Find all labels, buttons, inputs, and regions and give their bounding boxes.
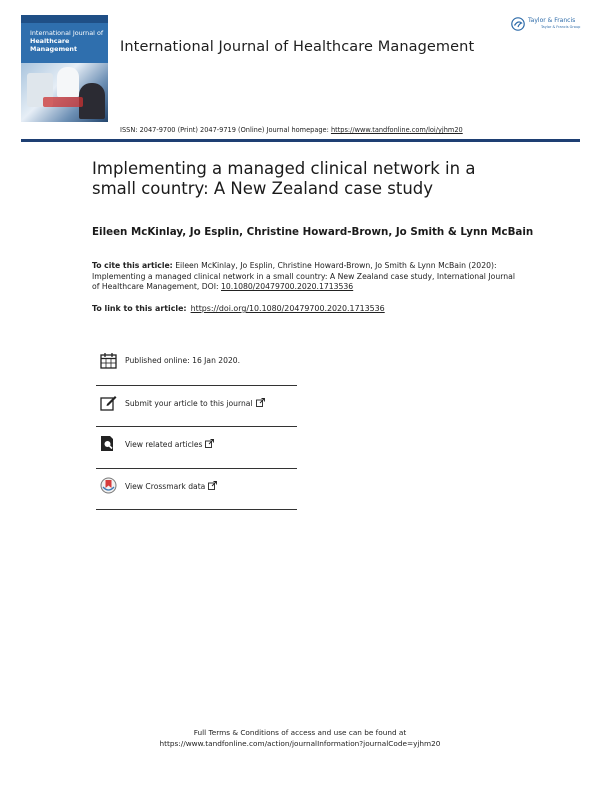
journal-name: International Journal of Healthcare Management [120, 39, 475, 55]
footer [0, 727, 600, 749]
external-link-icon [208, 481, 217, 490]
related-articles-link[interactable] [96, 427, 297, 469]
citation-text: Eileen McKinlay, Jo Esplin, Christine Howard-Brown, Jo Smith & Lynn McBain (2020): Implementing a managed clinical network in a small country: A New Zealand case study, International Journal of Healthcare Management, DOI: [92, 261, 515, 292]
cover-title-line1: International Journal of [30, 29, 104, 37]
footer-terms-url[interactable]: https://www.tandfonline.com/action/journalInformation?journalCode=yjhm20 [159, 739, 441, 748]
publisher-logo[interactable] [511, 15, 591, 35]
submit-article-label: Submit your article to this journal [125, 398, 265, 408]
citation-doi-link[interactable]: 10.1080/20479700.2020.1713536 [221, 282, 354, 292]
related-articles-label: View related articles [125, 439, 214, 449]
publisher-name: Taylor & Francis [528, 17, 576, 24]
article-doi-link[interactable]: https://doi.org/10.1080/20479700.2020.1713536 [190, 304, 385, 313]
cover-title [30, 29, 106, 53]
publisher-logo-icon [511, 17, 525, 31]
submit-article-link[interactable] [96, 386, 297, 428]
cover-title-line2: Healthcare Management [30, 37, 78, 53]
journal-homepage-link[interactable]: https://www.tandfonline.com/loi/yjhm20 [330, 126, 463, 134]
crossmark-icon [100, 477, 117, 494]
external-link-icon [256, 398, 265, 407]
journal-cover[interactable] [21, 15, 108, 122]
crossmark-link[interactable] [96, 469, 297, 511]
article-title: Implementing a managed clinical network in a small country: A New Zealand case study [92, 159, 476, 198]
issn-line [120, 126, 463, 134]
citation-label: To cite this article: [92, 261, 173, 270]
citation-block [92, 261, 522, 293]
external-link-icon [205, 439, 214, 448]
article-actions [96, 344, 297, 510]
cover-top-strip [21, 15, 108, 23]
related-articles-icon [100, 435, 117, 452]
edit-icon [100, 394, 117, 411]
header-divider [21, 139, 580, 142]
article-link-label: To link to this article: [92, 304, 187, 313]
calendar-icon [100, 352, 117, 369]
cover-photo [21, 63, 108, 122]
article-link-line [92, 304, 385, 313]
article-authors: Eileen McKinlay, Jo Esplin, Christine Howard-Brown, Jo Smith & Lynn McBain [92, 226, 534, 238]
crossmark-label: View Crossmark data [125, 481, 217, 491]
published-online-row [96, 344, 297, 386]
published-online-text: Published online: 16 Jan 2020. [125, 356, 241, 365]
footer-terms-text: Full Terms & Conditions of access and use can be found at [193, 728, 407, 737]
publisher-subtitle: Taylor & Francis Group [541, 25, 581, 29]
issn-text: ISSN: 2047-9700 (Print) 2047-9719 (Online) Journal homepage: [120, 126, 331, 134]
